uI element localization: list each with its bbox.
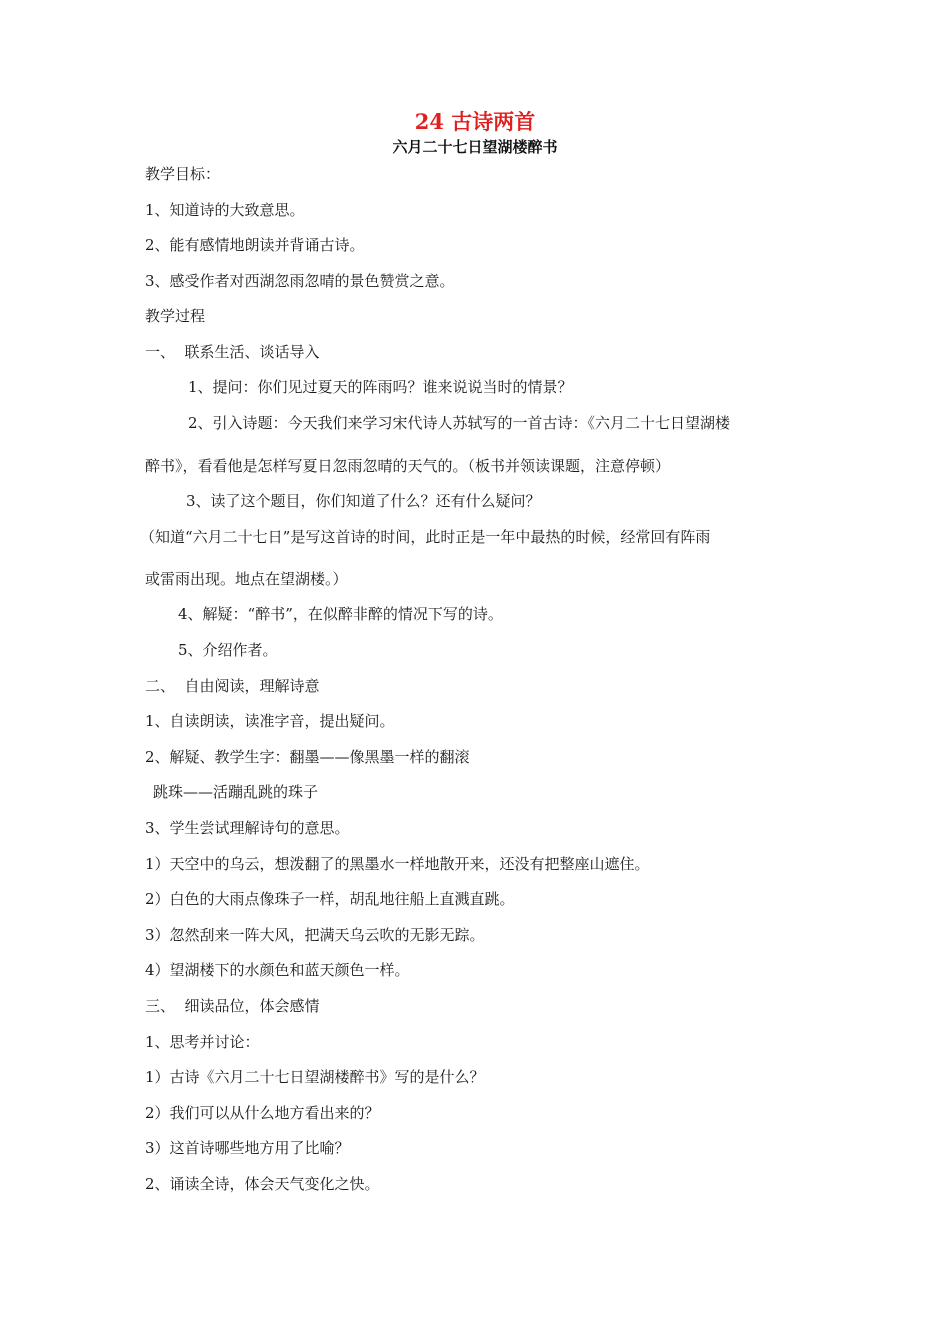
process-step: 1、思考并讨论： [145, 1033, 260, 1051]
document-subtitle: 六月二十七日望湖楼醉书 [392, 138, 558, 156]
document-title: 24 古诗两首 [414, 109, 536, 134]
process-step: 3、读了这个题目，你们知道了什么？还有什么疑问？ [186, 492, 541, 510]
objective-item: 2、能有感情地朗读并背诵古诗。 [145, 236, 365, 254]
process-step: 3、学生尝试理解诗句的意思。 [145, 819, 350, 837]
process-step: 1、自读朗读，读准字音，提出疑问。 [145, 712, 395, 730]
meaning-item: 4）望湖楼下的水颜色和蓝天颜色一样。 [145, 961, 410, 979]
section-heading-process: 教学过程 [145, 307, 206, 325]
process-step: 1、提问：你们见过夏天的阵雨吗？谁来说说当时的情景？ [188, 378, 573, 396]
process-step: 2、引入诗题：今天我们来学习宋代诗人苏轼写的一首古诗：《六月二十七日望湖楼 [188, 414, 731, 432]
process-step: 2、诵读全诗，体会天气变化之快。 [145, 1175, 380, 1193]
process-step: 2、解疑、教学生字：翻墨——像黑墨一样的翻滚 [145, 748, 470, 766]
explanation-paragraph-continued: 或雷雨出现。地点在望湖楼。） [145, 570, 348, 588]
objective-item: 1、知道诗的大致意思。 [145, 201, 305, 219]
meaning-item: 3）忽然刮来一阵大风，把满天乌云吹的无影无踪。 [145, 926, 485, 944]
process-step: 5、介绍作者。 [178, 641, 278, 659]
meaning-item: 1）天空中的乌云，想泼翻了的黑墨水一样地散开来，还没有把整座山遮住。 [145, 855, 650, 873]
objective-item: 3、感受作者对西湖忽雨忽晴的景色赞赏之意。 [145, 272, 455, 290]
discussion-question: 2）我们可以从什么地方看出来的？ [145, 1104, 380, 1122]
section-heading-part-1: 一、 联系生活、谈话导入 [145, 343, 320, 361]
section-heading-objectives: 教学目标： [145, 165, 221, 183]
vocabulary-item: 跳珠——活蹦乱跳的珠子 [153, 783, 319, 801]
process-step-continued: 醉书》，看看他是怎样写夏日忽雨忽晴的天气的。（板书并领读课题，注意停顿） [145, 457, 671, 475]
explanation-paragraph: （知道“六月二十七日”是写这首诗的时间，此时正是一年中最热的时候，经常回有阵雨 [140, 528, 711, 546]
section-heading-part-2: 二、 自由阅读，理解诗意 [145, 677, 320, 695]
process-step: 4、解疑：“醉书”，在似醉非醉的情况下写的诗。 [178, 605, 503, 623]
discussion-question: 1）古诗《六月二十七日望湖楼醉书》写的是什么？ [145, 1068, 485, 1086]
discussion-question: 3）这首诗哪些地方用了比喻？ [145, 1139, 350, 1157]
section-heading-part-3: 三、 细读品位，体会感情 [145, 997, 320, 1015]
meaning-item: 2）白色的大雨点像珠子一样，胡乱地往船上直溅直跳。 [145, 890, 515, 908]
